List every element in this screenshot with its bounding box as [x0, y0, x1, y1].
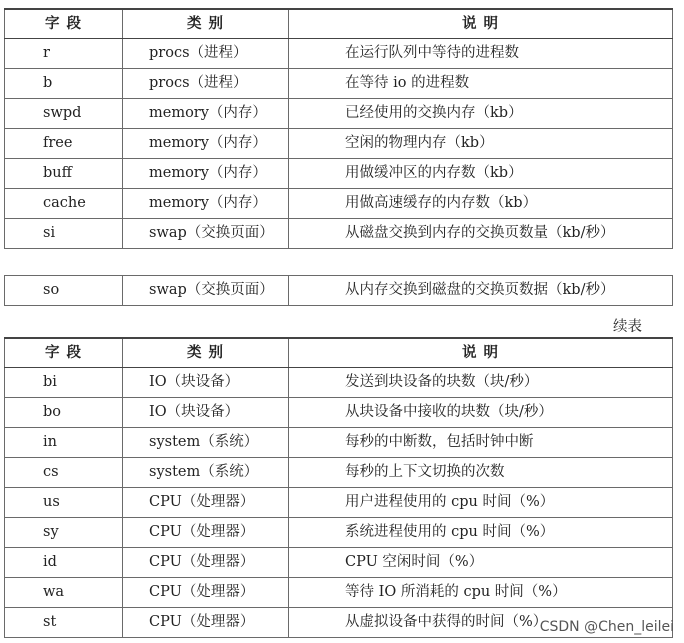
cell-desc: 每秒的中断数，包括时钟中断	[289, 428, 673, 458]
cell-category: procs（进程）	[123, 39, 289, 69]
cell-category: procs（进程）	[123, 69, 289, 99]
header-category: 类 别	[123, 9, 289, 39]
cell-category: swap（交换页面）	[123, 276, 289, 306]
cell-field: r	[5, 39, 123, 69]
cell-field: cs	[5, 458, 123, 488]
cell-field: b	[5, 69, 123, 99]
continued-label: 续表	[613, 319, 642, 335]
header-field: 字 段	[5, 9, 123, 39]
table-row	[5, 428, 673, 458]
vmstat-table-part1	[4, 8, 673, 249]
table-row	[5, 99, 673, 129]
table-row	[5, 398, 673, 428]
table-row	[5, 219, 673, 249]
cell-desc: 在运行队列中等待的进程数	[289, 39, 673, 69]
vmstat-table-part2	[4, 275, 673, 306]
cell-field: buff	[5, 159, 123, 189]
cell-desc: 用做缓冲区的内存数（kb）	[289, 159, 673, 189]
cell-category: system（系统）	[123, 458, 289, 488]
cell-category: swap（交换页面）	[123, 219, 289, 249]
cell-desc: 发送到块设备的块数（块/秒）	[289, 368, 673, 398]
cell-desc: 从磁盘交换到内存的交换页数量（kb/秒）	[289, 219, 673, 249]
cell-category: CPU（处理器）	[123, 488, 289, 518]
cell-category: IO（块设备）	[123, 398, 289, 428]
cell-desc: 空闲的物理内存（kb）	[289, 129, 673, 159]
header-desc: 说 明	[289, 338, 673, 368]
cell-desc: 从虚拟设备中获得的时间（%）	[289, 608, 673, 638]
cell-desc: 在等待 io 的进程数	[289, 69, 673, 99]
cell-desc: 等待 IO 所消耗的 cpu 时间（%）	[289, 578, 673, 608]
cell-category: IO（块设备）	[123, 368, 289, 398]
cell-desc: 从内存交换到磁盘的交换页数据（kb/秒）	[289, 276, 673, 306]
cell-desc: 用做高速缓存的内存数（kb）	[289, 189, 673, 219]
cell-field: id	[5, 548, 123, 578]
cell-field: sy	[5, 518, 123, 548]
watermark: CSDN @Chen_leilei	[539, 619, 674, 635]
cell-category: CPU（处理器）	[123, 608, 289, 638]
cell-category: memory（内存）	[123, 129, 289, 159]
cell-field: so	[5, 276, 123, 306]
table-row	[5, 129, 673, 159]
cell-desc: 系统进程使用的 cpu 时间（%）	[289, 518, 673, 548]
cell-field: us	[5, 488, 123, 518]
table-row	[5, 159, 673, 189]
cell-field: wa	[5, 578, 123, 608]
table-row	[5, 69, 673, 99]
cell-field: swpd	[5, 99, 123, 129]
cell-desc: CPU 空闲时间（%）	[289, 548, 673, 578]
header-desc: 说 明	[289, 9, 673, 39]
cell-field: bi	[5, 368, 123, 398]
table-row	[5, 368, 673, 398]
cell-field: in	[5, 428, 123, 458]
cell-category: CPU（处理器）	[123, 518, 289, 548]
cell-field: si	[5, 219, 123, 249]
table-row	[5, 548, 673, 578]
cell-desc: 从块设备中接收的块数（块/秒）	[289, 398, 673, 428]
cell-field: bo	[5, 398, 123, 428]
table-row	[5, 276, 673, 306]
table-header-row	[5, 9, 673, 39]
cell-category: memory（内存）	[123, 159, 289, 189]
header-category: 类 别	[123, 338, 289, 368]
cell-field: cache	[5, 189, 123, 219]
table-row	[5, 488, 673, 518]
cell-category: CPU（处理器）	[123, 578, 289, 608]
header-field: 字 段	[5, 338, 123, 368]
cell-desc: 用户进程使用的 cpu 时间（%）	[289, 488, 673, 518]
cell-category: memory（内存）	[123, 99, 289, 129]
table-row	[5, 458, 673, 488]
table-header-row	[5, 338, 673, 368]
table-row	[5, 518, 673, 548]
cell-desc: 已经使用的交换内存（kb）	[289, 99, 673, 129]
table-row	[5, 39, 673, 69]
cell-field: free	[5, 129, 123, 159]
vmstat-table-part3	[4, 337, 673, 638]
table-row	[5, 578, 673, 608]
cell-desc: 每秒的上下文切换的次数	[289, 458, 673, 488]
cell-field: st	[5, 608, 123, 638]
table-row	[5, 189, 673, 219]
cell-category: system（系统）	[123, 428, 289, 458]
cell-category: memory（内存）	[123, 189, 289, 219]
cell-category: CPU（处理器）	[123, 548, 289, 578]
